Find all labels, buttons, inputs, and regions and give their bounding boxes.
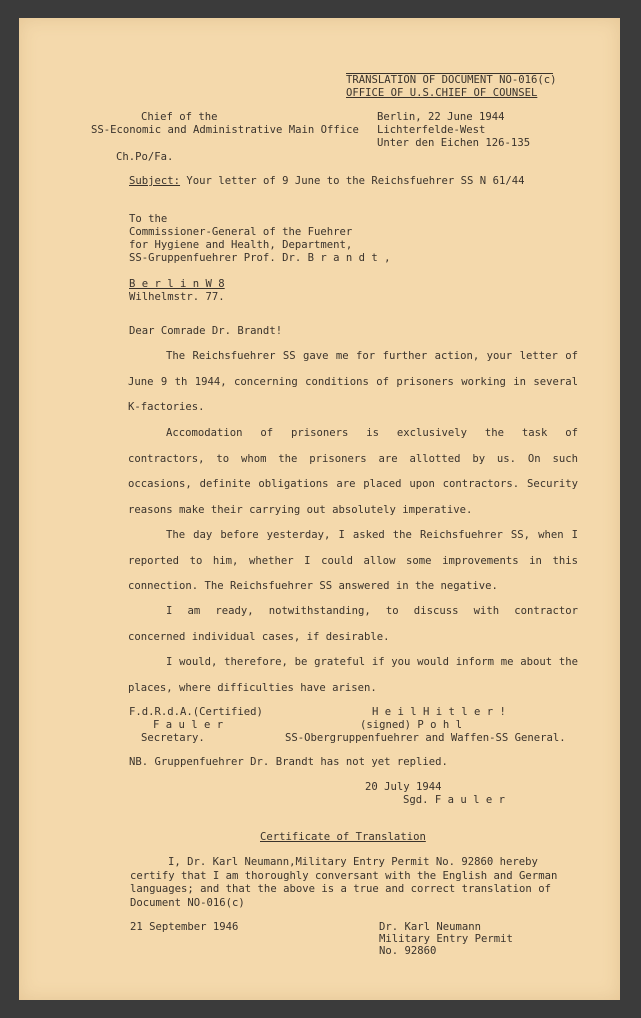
closing-greeting: H e i l H i t l e r !: [372, 706, 506, 718]
paragraph-1: The Reichsfuehrer SS gave me for further action, your letter of June 9 th 1944, concerning conditions of prisoners working in several K-factories.: [128, 350, 578, 414]
paragraph-2: Accomodation of prisoners is exclusively the task of contractors, to whom the prisoners are allotted by us. On such occasions, definite obligations are placed upon contractors. Security reasons make their carrying out absolutely imperative.: [128, 427, 578, 516]
closing-title: SS-Obergruppenfuehrer and Waffen-SS General.: [285, 732, 566, 744]
certified-line2: F a u l e r: [153, 719, 224, 731]
recipient-street: Wilhelmstr. 77.: [129, 291, 225, 303]
subject-text: Your letter of 9 June to the Reichsfuehrer SS N 61/44: [186, 175, 525, 187]
recipient-line2: Commissioner-General of the Fuehrer: [129, 226, 353, 238]
street-line: Unter den Eichen 126-135: [377, 137, 531, 149]
note-signature: Sgd. F a u l e r: [403, 794, 506, 806]
sender-line1: Chief of the: [141, 111, 218, 123]
certificate-date: 21 September 1946: [130, 921, 239, 933]
office-line: OFFICE OF U.S.CHIEF OF COUNSEL: [346, 87, 538, 99]
date-line: Berlin, 22 June 1944: [377, 111, 505, 123]
translation-header: [346, 73, 556, 100]
document-page: [19, 18, 620, 1000]
recipient-line4: SS-Gruppenfuehrer Prof. Dr. B r a n d t ,: [129, 252, 391, 264]
note-line: NB. Gruppenfuehrer Dr. Brandt has not yet replied.: [129, 756, 448, 768]
recipient-city: B e r l i n W 8: [129, 278, 225, 290]
reference-code: Ch.Po/Fa.: [116, 151, 174, 163]
certificate-text: I, Dr. Karl Neumann,Military Entry Permit No. 92860 hereby certify that I am thoroughly conversant with the English and German languages; and that the above is a true and correct translation of Document NO-016(c): [130, 856, 558, 909]
subject-label: Subject:: [129, 175, 181, 187]
recipient-line3: for Hygiene and Health, Department,: [129, 239, 353, 251]
recipient-line1: To the: [129, 213, 168, 225]
translator-permit-line2: No. 92860: [379, 945, 437, 957]
certificate-heading: Certificate of Translation: [260, 831, 426, 843]
salutation: Dear Comrade Dr. Brandt!: [129, 325, 283, 337]
paragraph-3: The day before yesterday, I asked the Reichsfuehrer SS, when I reported to him, whether I could allow some improvements in this connection. The Reichsfuehrer SS answered in the negative.: [128, 529, 578, 593]
translation-line: TRANSLATION OF DOCUMENT NO-016(c): [346, 74, 557, 86]
translator-permit-line1: Military Entry Permit: [379, 933, 513, 945]
certified-line3: Secretary.: [141, 732, 205, 744]
place-line: Lichterfelde-West: [377, 124, 486, 136]
translator-name: Dr. Karl Neumann: [379, 921, 482, 933]
subject-line: [129, 175, 524, 188]
paragraph-5: I would, therefore, be grateful if you would inform me about the places, where difficulties have arisen.: [128, 656, 578, 694]
sender-line2: SS-Economic and Administrative Main Office: [91, 124, 359, 136]
closing-signed: (signed) P o h l: [360, 719, 463, 731]
paragraph-4: I am ready, notwithstanding, to discuss with contractor concerned individual cases, if desirable.: [128, 605, 578, 643]
certified-line1: F.d.R.d.A.(Certified): [129, 706, 263, 718]
note-date: 20 July 1944: [365, 781, 442, 793]
